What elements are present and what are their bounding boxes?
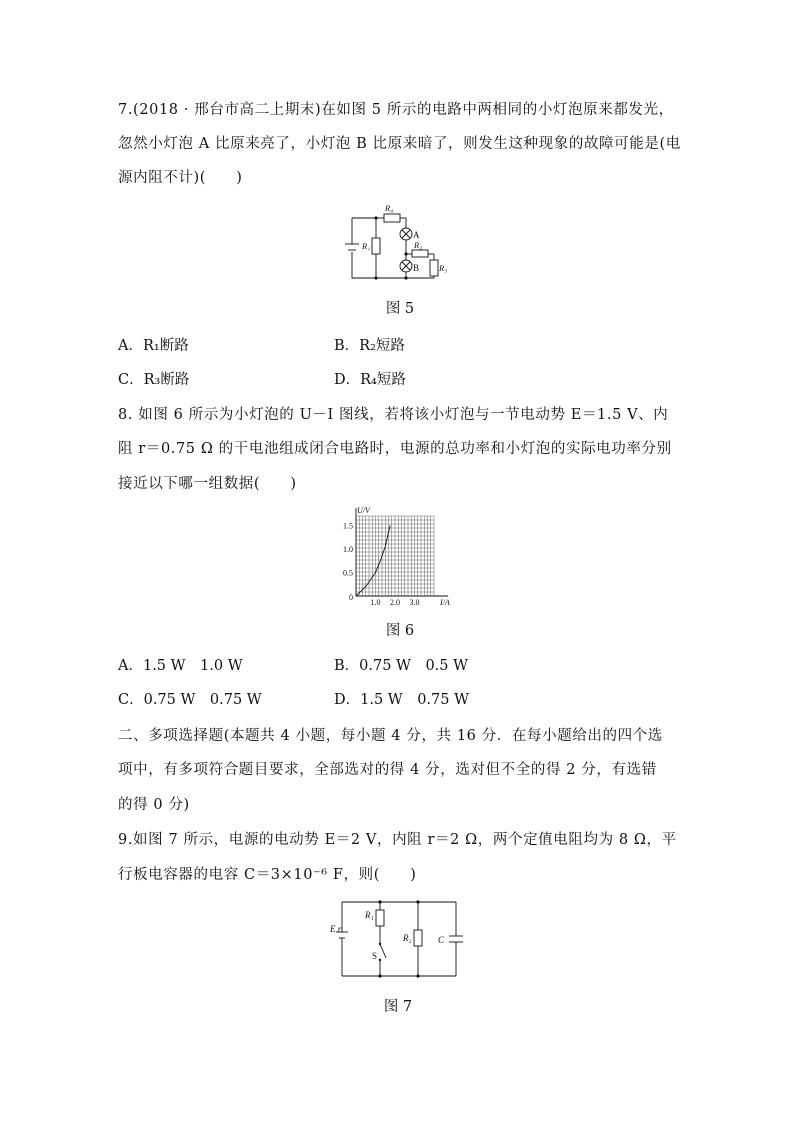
fig5-label-r3: R₃ <box>439 263 448 273</box>
x-tick-label: 3.0 <box>409 598 420 607</box>
fig7-label-er: E r <box>330 924 342 934</box>
fig5-label-r2: R₂ <box>414 240 423 250</box>
q9-line-1: 9.如图 7 所示，电源的电动势 E＝2 V，内阻 r＝2 Ω，两个定值电阻均为 8 Ω，平 <box>118 832 677 848</box>
q7-line-2: 忽然小灯泡 A 比原来亮了，小灯泡 B 比原来暗了，则发生这种现象的故障可能是(电 <box>118 136 681 152</box>
figure-7-caption: 图 7 <box>383 999 413 1015</box>
fig5-label-b: B <box>413 263 420 273</box>
section2-line-1: 二、多项选择题(本题共 4 小题，每小题 4 分，共 16 分．在每小题给出的四个选 <box>118 728 663 744</box>
q8-line-3: 接近以下哪一组数据( ) <box>118 476 297 492</box>
q7-option-c: C．R₃断路 <box>118 372 190 388</box>
fig7-label-r2: R₂ <box>403 933 412 943</box>
q8-line-1: 8. 如图 6 所示为小灯泡的 U－I 图线，若将该小灯泡与一节电动势 E＝1.5 V、内 <box>118 407 669 423</box>
fig7-label-c: C <box>438 935 445 945</box>
figure-5-caption: 图 5 <box>385 301 415 317</box>
q8-option-d: D．1.5 W 0.75 W <box>334 692 469 708</box>
q7-option-d: D．R₄短路 <box>334 372 406 388</box>
fig5-label-r4: R₄ <box>385 203 394 213</box>
fig7-label-s: S <box>372 951 378 961</box>
section2-line-2: 项中，有多项符合题目要求，全部选对的得 4 分，选对但不全的得 2 分，有选错 <box>118 762 657 778</box>
y-tick-label: 0.5 <box>343 568 353 578</box>
x-tick-label: 1.0 <box>370 598 381 607</box>
q7-option-b: B．R₂短路 <box>334 338 405 354</box>
q7-option-a: A．R₁断路 <box>118 338 189 354</box>
x-tick-label: 2.0 <box>390 598 400 607</box>
y-axis-label: U/V <box>357 506 370 515</box>
fig5-label-r1: R₁ <box>362 241 371 251</box>
q8-line-2: 阻 r＝0.75 Ω 的干电池组成闭合电路时，电源的总功率和小灯泡的实际电功率分别 <box>118 441 672 457</box>
q7-line-3: 源内阻不计)( ) <box>118 170 243 186</box>
figure-7-circuit <box>330 896 464 982</box>
y-tick-label: 0 <box>349 593 353 602</box>
section2-line-3: 的得 0 分) <box>118 797 190 813</box>
fig7-label-r1: R₁ <box>365 910 374 920</box>
x-axis-label: I/A <box>440 598 450 607</box>
q8-option-c: C．0.75 W 0.75 W <box>118 692 262 708</box>
figure-5-circuit <box>340 198 460 286</box>
y-tick-label: 1.5 <box>343 521 353 531</box>
q9-line-2: 行板电容器的电容 C＝3×10⁻⁶ F，则( ) <box>118 867 417 883</box>
y-tick-label: 1.0 <box>343 544 353 554</box>
q8-option-b: B．0.75 W 0.5 W <box>334 658 469 674</box>
q7-line-1: 7.(2018 · 邢台市高二上期末)在如图 5 所示的电路中两相同的小灯泡原来都发光， <box>118 102 674 118</box>
q8-option-a: A．1.5 W 1.0 W <box>118 658 243 674</box>
figure-6-ui-chart <box>330 504 460 608</box>
figure-6-caption: 图 6 <box>385 623 415 639</box>
fig5-label-a: A <box>413 230 420 240</box>
